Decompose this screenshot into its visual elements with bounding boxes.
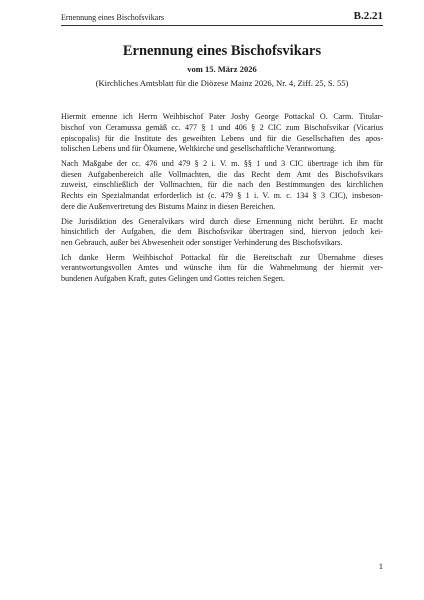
paragraph-jurisdiction <box>61 217 383 249</box>
body-line: bundenen Aufgaben Kraft, gutes Gelingen und Gottes reichen Segen. <box>61 274 285 284</box>
body-line: Ich danke Herrn Weihbischof Pottackal für die Bereitschaft zur Übernahme dieses <box>61 252 383 262</box>
body-line: Rechts ein Spezialmandat erforderlich ist (c. 479 § 1 i. V. m. c. 134 § 3 CIC), insbeson- <box>61 191 383 201</box>
body-line: nen Gebrauch, außer bei Abwesenheit oder sonstiger Verhinderung des Bischofsvikars. <box>61 238 343 248</box>
paragraph-appointment <box>61 112 383 155</box>
body-line: Nach Maßgabe der cc. 476 und 479 § 2 i. V. m. §§ 1 und 3 CIC übertrage ich ihm für <box>61 158 383 168</box>
body-line: verantwortungsvollen Amtes und wünsche ihm für die Wahrnehmung der hiermit ver- <box>61 263 383 273</box>
document-title: Ernennung eines Bischofsvikars <box>122 43 322 59</box>
running-header-title: Ernennung eines Bischofsvikars <box>61 13 165 22</box>
source-citation: (Kirchliches Amtsblatt für die Diözese Mainz 2026, Nr. 4, Ziff. 25, S. 55) <box>95 78 349 88</box>
paragraph-thanks <box>61 253 383 285</box>
paragraph-faculties <box>61 159 383 213</box>
body-line: tolischen Lebens und für Ökumene, Weltkirche und gesellschaftliche Verantwortung. <box>61 144 337 154</box>
document-date: vom 15. März 2026 <box>187 64 257 74</box>
body-line: Hiermit ernenne ich Herrn Weihbischof Pater Josby George Pottackal O. Carm. Titular- <box>61 112 383 121</box>
body-line: diesen Aufgabenbereich alle Vollmachten, die das Recht dem Amt des Bischofsvikars <box>61 169 383 179</box>
body-line: bischof von Ceramussa gemäß cc. 477 § 1 und 406 § 2 CIC zum Bischofsvikar (Vicarius <box>61 122 383 132</box>
body-line: zuweist, einschließlich der Vollmachten, für die nach den Bestimmungen des kirchlichen <box>61 180 383 190</box>
document-body <box>61 112 383 289</box>
body-line: episcopalis) für die Institute des geweihten Lebens und für die Gesellschaften des apos- <box>61 133 383 143</box>
body-line: hinsichtlich der Aufgaben, die dem Bischofsvikar übertragen sind, hiervon jedoch kei- <box>61 227 383 237</box>
body-line: dere die Außenvertretung des Bistums Mainz in diesen Bereichen. <box>61 202 276 212</box>
section-number: B.2.21 <box>353 10 383 22</box>
body-line: Die Jurisdiktion des Generalvikars wird durch diese Ernennung nicht berührt. Er macht <box>61 216 383 226</box>
page-number: 1 <box>378 561 383 571</box>
header-rule <box>61 25 383 26</box>
